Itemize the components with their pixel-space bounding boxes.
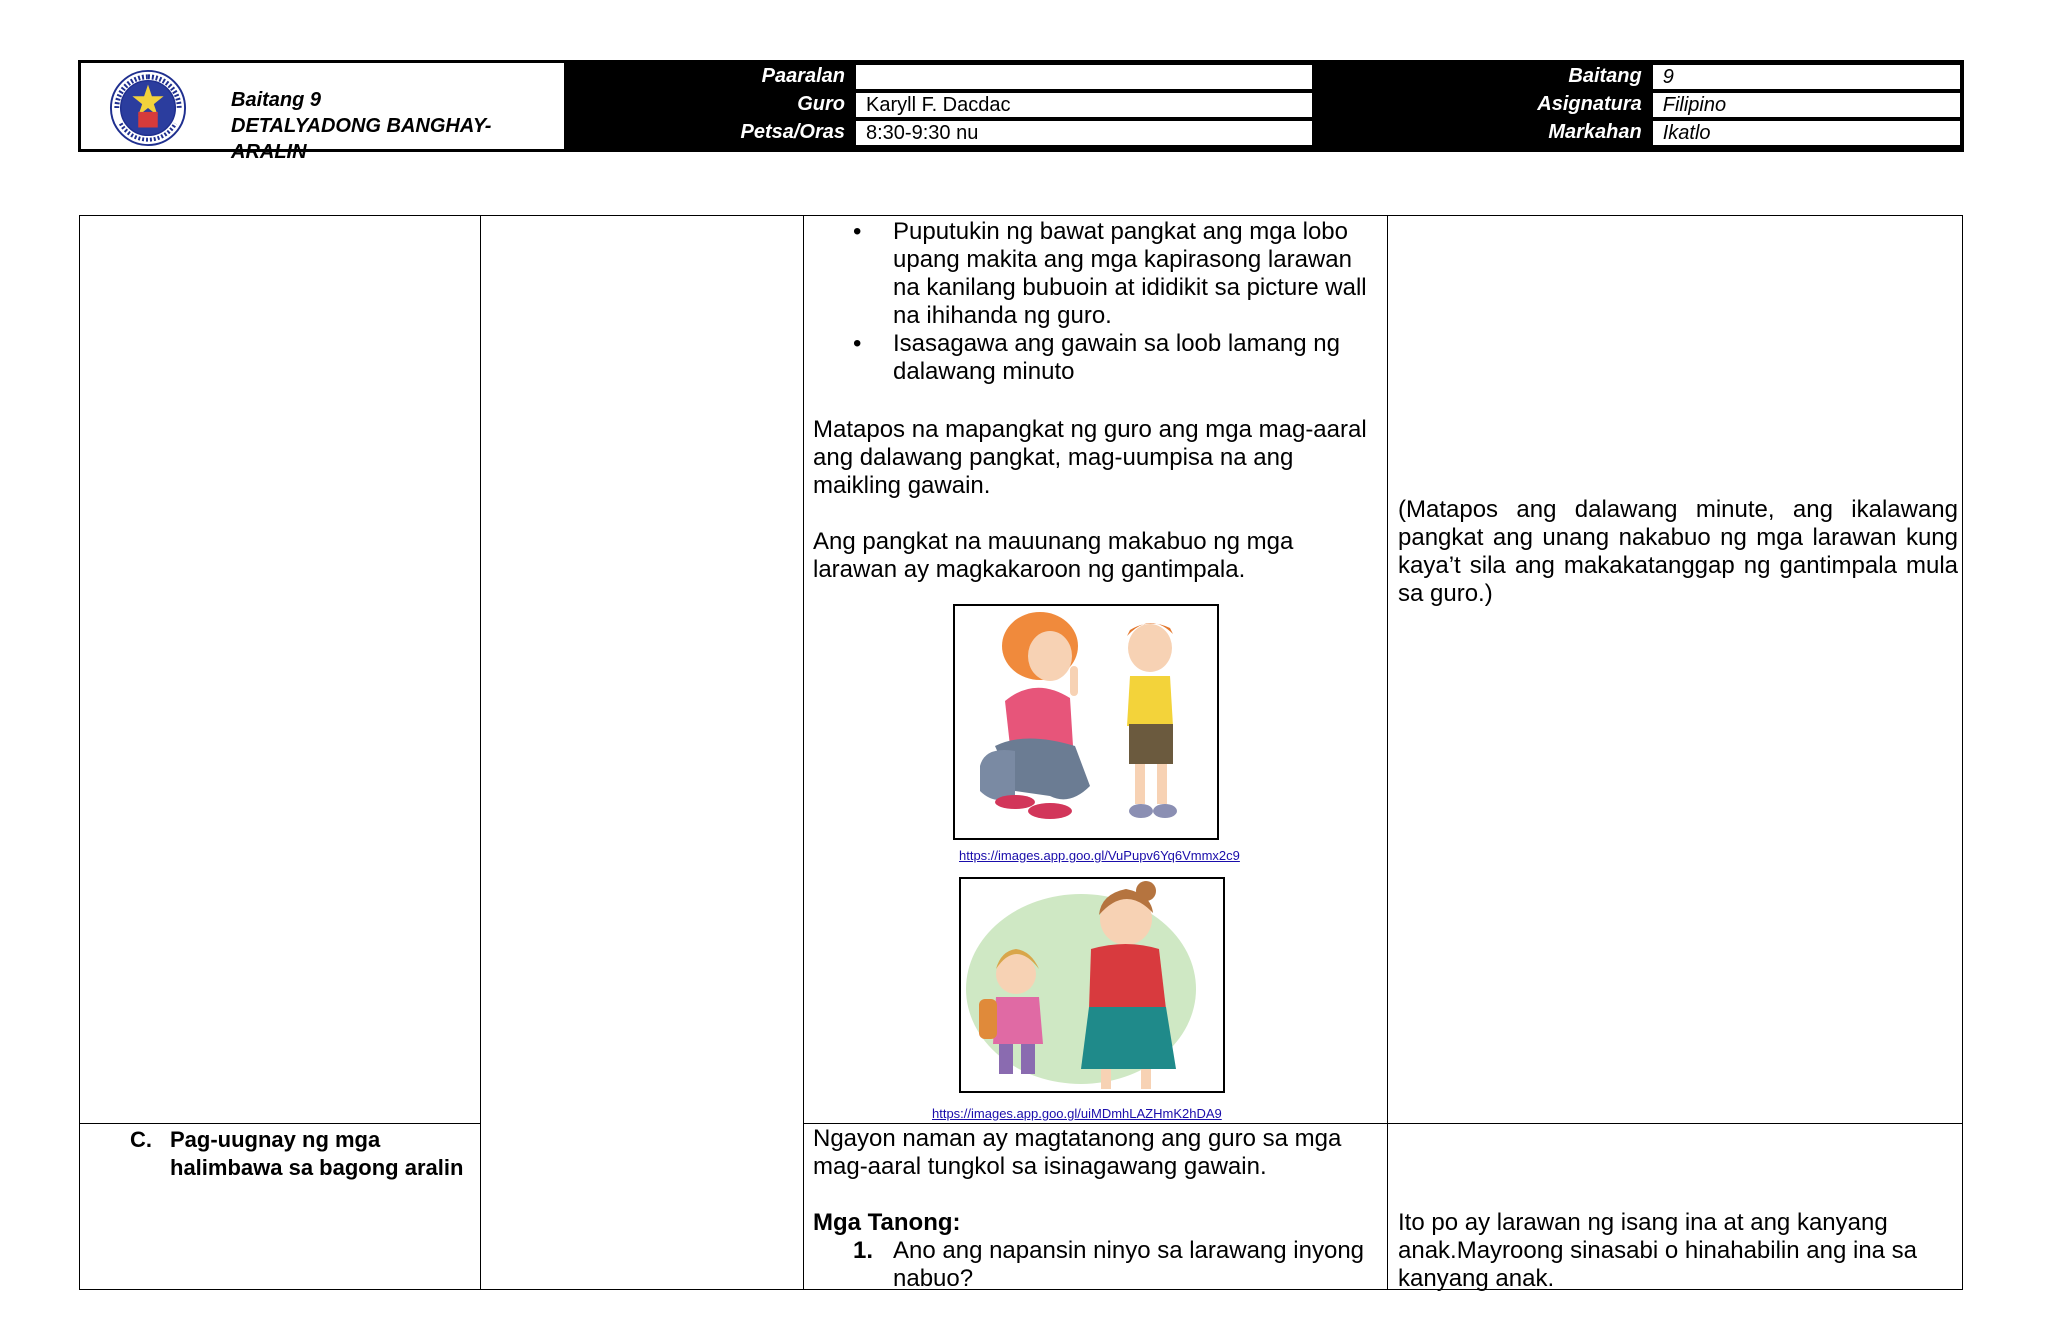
activity-paragraph-2: Ang pangkat na mauunang makabuo ng mga larawan ay magkakaroon ng gantimpala.	[813, 528, 1294, 583]
student-response: (Matapos ang dalawang minute, ang ikalawang pangkat ang unang nakabuo ng mga larawan kung kaya’t sila ang makakatanggap ng gantimpala mula sa guro.)	[1398, 496, 1958, 607]
row-divider-col1	[80, 1123, 480, 1124]
field-row-guro	[564, 91, 1326, 118]
activity-bullet-list	[813, 218, 1383, 386]
header-fields-left	[564, 63, 1326, 149]
activity-bullet-2: • Isasagawa ang gawain sa loob lamang ng dalawang minuto	[813, 330, 1383, 386]
section-c-letter: C.	[130, 1127, 152, 1152]
field-label-markahan: Markahan	[1548, 121, 1642, 143]
field-value-petsa-oras: 8:30-9:30 nu	[855, 120, 1313, 146]
field-label-petsa-oras: Petsa/Oras	[740, 121, 845, 143]
field-row-asignatura	[1326, 91, 1961, 118]
activity-bullet-1: • Puputukin ng bawat pangkat ang mga lobo upang makita ang mga kapirasong larawan na kanilang bubuoin at ididikit sa picture wall na ihihanda ng guro.	[813, 218, 1383, 330]
header-title-block	[81, 63, 564, 163]
image-1-source-link[interactable]: https://images.app.goo.gl/VuPupv6Yq6Vmmx2c9	[959, 848, 1240, 863]
column-divider-2	[803, 216, 804, 1289]
mother-son-image	[955, 606, 1217, 838]
question-1: Ano ang napansin ninyo sa larawang inyong nabuo?	[893, 1237, 1365, 1292]
question-1-number: 1.	[853, 1237, 874, 1264]
lesson-plan-header	[78, 60, 1964, 163]
answer-1: Ito po ay larawan ng isang ina at ang kanyang anak.Mayroong sinasabi o hinahabilin ang ina sa kanyang anak.	[1398, 1209, 1918, 1292]
field-row-markahan	[1326, 119, 1961, 146]
field-label-paaralan: Paaralan	[761, 65, 845, 87]
field-row-paaralan	[564, 63, 1326, 90]
woman-girl-image	[961, 879, 1223, 1091]
field-value-paaralan	[855, 64, 1313, 90]
activity-paragraph-1: Matapos na mapangkat ng guro ang mga mag-aaral ang dalawang pangkat, mag-uumpisa na ang maikling gawain.	[813, 416, 1367, 499]
column-divider-3	[1387, 216, 1388, 1289]
field-label-baitang: Baitang	[1568, 65, 1642, 87]
woman-girl-illustration	[959, 877, 1225, 1093]
field-value-markahan: Ikatlo	[1652, 120, 1961, 146]
field-row-baitang	[1326, 63, 1961, 90]
field-label-asignatura: Asignatura	[1537, 93, 1642, 115]
row-divider-col3-4	[803, 1123, 1962, 1124]
deped-seal-icon	[109, 69, 187, 147]
field-value-asignatura: Filipino	[1652, 92, 1961, 118]
header-titles	[231, 87, 564, 165]
image-2-source-link[interactable]: https://images.app.goo.gl/uiMDmhLAZHmK2hDA9	[932, 1106, 1222, 1121]
mother-son-illustration	[953, 604, 1219, 840]
lesson-table	[79, 215, 1963, 1290]
section-c-teacher-intro: Ngayon naman ay magtatanong ang guro sa mga mag-aaral tungkol sa isinagawang gawain.	[813, 1125, 1342, 1180]
questions-heading: Mga Tanong:	[813, 1209, 961, 1236]
section-c-title: Pag-uugnay ng mga halimbawa sa bagong aralin	[170, 1127, 464, 1180]
field-row-petsa-oras	[564, 119, 1326, 146]
field-label-guro: Guro	[797, 93, 845, 115]
grade-title: Baitang 9	[231, 89, 322, 111]
field-value-baitang: 9	[1652, 64, 1961, 90]
header-fields-right	[1326, 63, 1961, 149]
field-value-guro: Karyll F. Dacdac	[855, 92, 1313, 118]
document-title: DETALYADONG BANGHAY-ARALIN	[231, 115, 492, 163]
